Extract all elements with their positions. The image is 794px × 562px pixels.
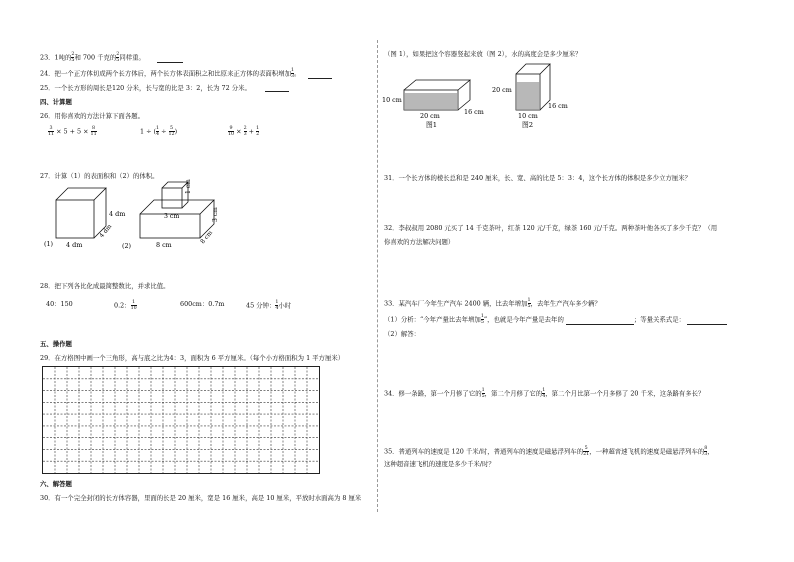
- question-33-part1: （1）分析：“今年产量比去年增加 $\frac{1}{5}$ ”，也就是今年产量是去年的 ；等量关系式是：: [384, 314, 727, 325]
- fig-a-caption: 图1: [426, 121, 438, 129]
- answer-blank[interactable]: [566, 317, 634, 325]
- answer-blank[interactable]: [687, 317, 727, 325]
- question-26: 26．用你喜欢的方法计算下面各题。: [40, 112, 144, 120]
- fig1-width: 4 dm: [66, 241, 83, 249]
- ratio-3: 600cm：0.7m: [180, 300, 225, 308]
- fraction: $\frac{1}{3}$: [290, 68, 295, 79]
- ratio-4: 45 分钟： $\frac{1}{4}$ 小时: [246, 300, 292, 311]
- answer-blank[interactable]: [265, 84, 289, 92]
- question-27: 27．计算（1）的表面积和（2）的体积。: [40, 172, 159, 180]
- fig2-height: 3 cm: [212, 207, 219, 222]
- section-4-heading: 四、计算题: [40, 98, 72, 106]
- question-30: 30．有一个完全封闭的长方体容器，里面的长是 20 厘米，宽是 16 厘米，高是 10 厘米，平放时水面高为 8 厘米: [40, 494, 362, 502]
- fig1-label: (1): [44, 240, 54, 248]
- fig1-height: 4 dm: [109, 210, 126, 218]
- answer-blank[interactable]: [308, 71, 332, 79]
- question-23: 23．1吨的 $\frac{2}{5}$ 和 700 千克的 $\frac{2}{5}$ 同样重。: [40, 52, 183, 63]
- fraction: $\frac{2}{5}$: [71, 52, 75, 63]
- question-29: 29．在方格图中画一个三角形，高与底之比为4：3，面积为 6 平方厘米。（每个小方格面积为 1 平方厘米）: [40, 354, 345, 362]
- section-5-heading: 五、操作题: [40, 340, 72, 348]
- calc-2: 1 ÷ ( $\frac{1}{4}$ ÷ $\frac{5}{12}$ ): [140, 126, 178, 137]
- calc-3: $\frac{9}{10}$ × $\frac{2}{3}$ + $\frac{1}{2}$: [228, 126, 260, 137]
- question-32-line2: 你喜欢的方法解决问题）: [384, 238, 455, 246]
- fig2-top-dim: 1 cm: [185, 179, 192, 194]
- question-33-part2: （2）解答：: [384, 330, 421, 338]
- container-figures: [382, 62, 582, 130]
- column-divider: [377, 40, 378, 512]
- question-32-line1: 32．李叔叔用 2080 元买了 14 千克茶叶，红茶 120 元/千克，绿茶 160 元/千克。两种茶叶他各买了多少千克？（用: [384, 224, 718, 232]
- question-25: 25．一个长方形的周长是120 分米，长与宽的比是 3：2，长为 72 分米。: [40, 84, 289, 92]
- fig2-mid-dim: 3 cm: [164, 213, 180, 220]
- fig-b-length: 10 cm: [518, 112, 538, 120]
- fig-b-caption: 图2: [522, 121, 534, 129]
- question-35-line2: 这种超音速飞机的速度是多少千米/时？: [384, 460, 495, 468]
- question-31: 31．一个长方体的棱长总和是 240 厘米，长、宽、高的比是 5：3：4，这个长方体的体积是多少立方厘米？: [384, 174, 692, 182]
- fraction: $\frac{2}{5}$: [116, 52, 120, 63]
- question-30-continued: （图 1），如果把这个容器竖起来放（图 2），水的高度会是多少厘米？: [384, 50, 582, 58]
- stacked-blocks-figure: [118, 178, 238, 252]
- question-34: 34．修一条路，第一个月修了它的 $\frac{1}{5}$ ，第二个月修了它的 $\frac{1}{4}$ ，第二个月比第一个月多修了 20 千米，这条路有多长？: [384, 388, 705, 399]
- fig-b-height: 20 cm: [492, 86, 512, 94]
- ratio-2: 0.2： $\frac{1}{10}$: [114, 300, 137, 311]
- question-28: 28．把下列各比化成最简整数比，并求比值。: [40, 282, 170, 290]
- fig2-label: (2): [122, 242, 132, 250]
- fig2-depth: 8 cm: [199, 229, 215, 246]
- ratio-1: 40：150: [46, 300, 73, 308]
- calc-1: $\frac{3}{11}$ × 5 + 5 × $\frac{8}{11}$: [48, 126, 97, 137]
- fig-b-width: 16 cm: [548, 102, 568, 110]
- fig-a-length: 20 cm: [420, 112, 440, 120]
- question-33: 33．某汽车厂今年生产汽车 2400 辆，比去年增加 $\frac{1}{5}$ ，去年生产汽车多少辆？: [384, 298, 601, 309]
- drawing-grid[interactable]: [42, 366, 320, 474]
- question-24: 24．把一个正方体切成两个长方体后，两个长方体表面积之和比原来正方体的表面积增加 $\frac{1}{3}$ 。: [40, 68, 332, 79]
- fig-a-width: 16 cm: [464, 108, 484, 116]
- fig2-width: 8 cm: [156, 241, 172, 249]
- section-6-heading: 六、解答题: [40, 480, 72, 488]
- fig1-depth: 4 dm: [98, 223, 114, 240]
- fig-a-height: 10 cm: [382, 96, 402, 104]
- answer-blank[interactable]: [157, 55, 183, 63]
- question-35: 35．普通列车的速度是 120 千米/时，普通列车的速度是磁悬浮列车的 $\frac{5}{21}$ ，一种超音速飞机的速度是磁悬浮列车的 $\frac{8}{3}$ ，: [384, 446, 714, 457]
